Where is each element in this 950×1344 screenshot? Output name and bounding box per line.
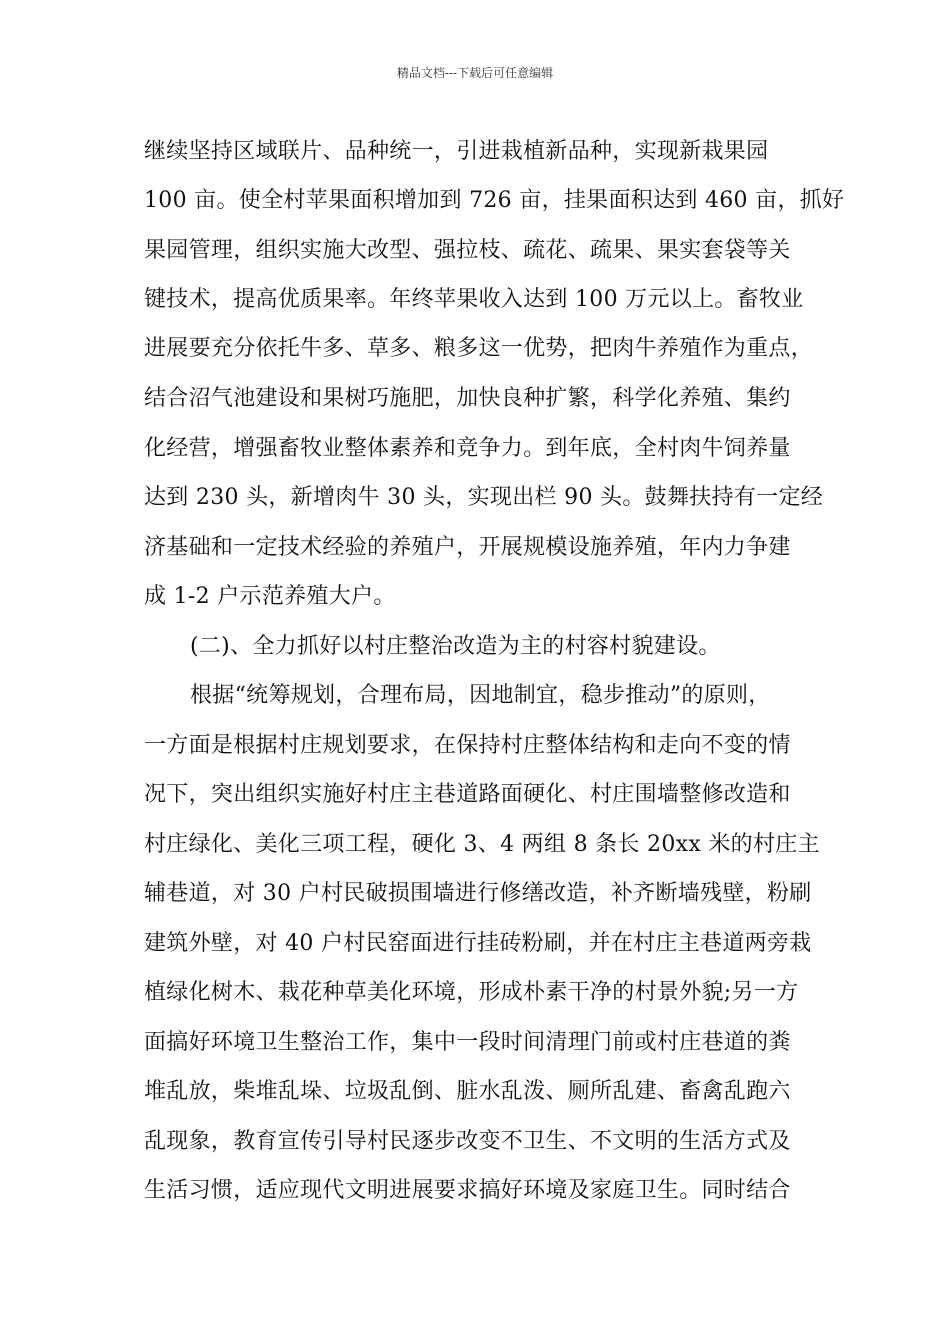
text-line: 面搞好环境卫生整治工作，集中一段时间清理门前或村庄巷道的粪 (144, 1030, 791, 1055)
text-line: 生活习惯，适应现代文明进展要求搞好环境及家庭卫生。同时结合 (144, 1178, 791, 1203)
text-line: 堆乱放，柴堆乱垛、垃圾乱倒、脏水乱泼、厕所乱建、畜禽乱跑六 (144, 1079, 791, 1104)
text-line: 达到 230 头，新增肉牛 30 头，实现出栏 90 头。鼓舞扶持有一定经 (144, 485, 824, 510)
text-line: 济基础和一定技术经验的养殖户，开展规模设施养殖，年内力争建 (144, 535, 791, 560)
text-line: 100 亩。使全村苹果面积增加到 726 亩，挂果面积达到 460 亩，抓好 (144, 188, 845, 213)
text-line: 结合沼气池建设和果树巧施肥，加快良种扩繁，科学化养殖、集约 (144, 386, 791, 411)
text-line: 乱现象，教育宣传引导村民逐步改变不卫生、不文明的生活方式及 (144, 1129, 791, 1154)
text-line: 化经营，增强畜牧业整体素养和竞争力。到年底，全村肉牛饲养量 (144, 436, 791, 461)
text-line: 继续坚持区域联片、品种统一，引进栽植新品种，实现新栽果园 (144, 139, 769, 164)
text-line: 进展要充分依托牛多、草多、粮多这一优势，把肉牛养殖作为重点， (144, 336, 814, 361)
text-line: 村庄绿化、美化三项工程，硬化 3、4 两组 8 条长 20xx 米的村庄主 (144, 832, 820, 857)
section-heading: (二)、全力抓好以村庄整治改造为主的村容村貌建设。 (190, 634, 721, 659)
text-line: 一方面是根据村庄规划要求，在保持村庄整体结构和走向不变的情 (144, 733, 791, 758)
text-line: 键技术，提高优质果率。年终苹果收入达到 100 万元以上。畜牧业 (144, 287, 804, 312)
page-header: 精品文档---下载后可任意编辑 (396, 66, 554, 80)
text-line: 果园管理，组织实施大改型、强拉枝、疏花、疏果、果实套袋等关 (144, 238, 791, 263)
text-line: 植绿化树木、栽花种草美化环境，形成朴素干净的村景外貌;另一方 (144, 980, 799, 1005)
text-line: 辅巷道，对 30 户村民破损围墙进行修缮改造，补齐断墙残壁，粉刷 (144, 881, 812, 906)
text-line: 况下，突出组织实施好村庄主巷道路面硬化、村庄围墙整修改造和 (144, 782, 791, 807)
text-line: 建筑外壁，对 40 户村民窑面进行挂砖粉刷，并在村庄主巷道两旁栽 (144, 931, 812, 956)
text-line: 根据“统筹规划，合理布局，因地制宜，稳步推动”的原则， (190, 683, 771, 708)
text-line: 成 1-2 户示范养殖大户。 (144, 584, 396, 609)
